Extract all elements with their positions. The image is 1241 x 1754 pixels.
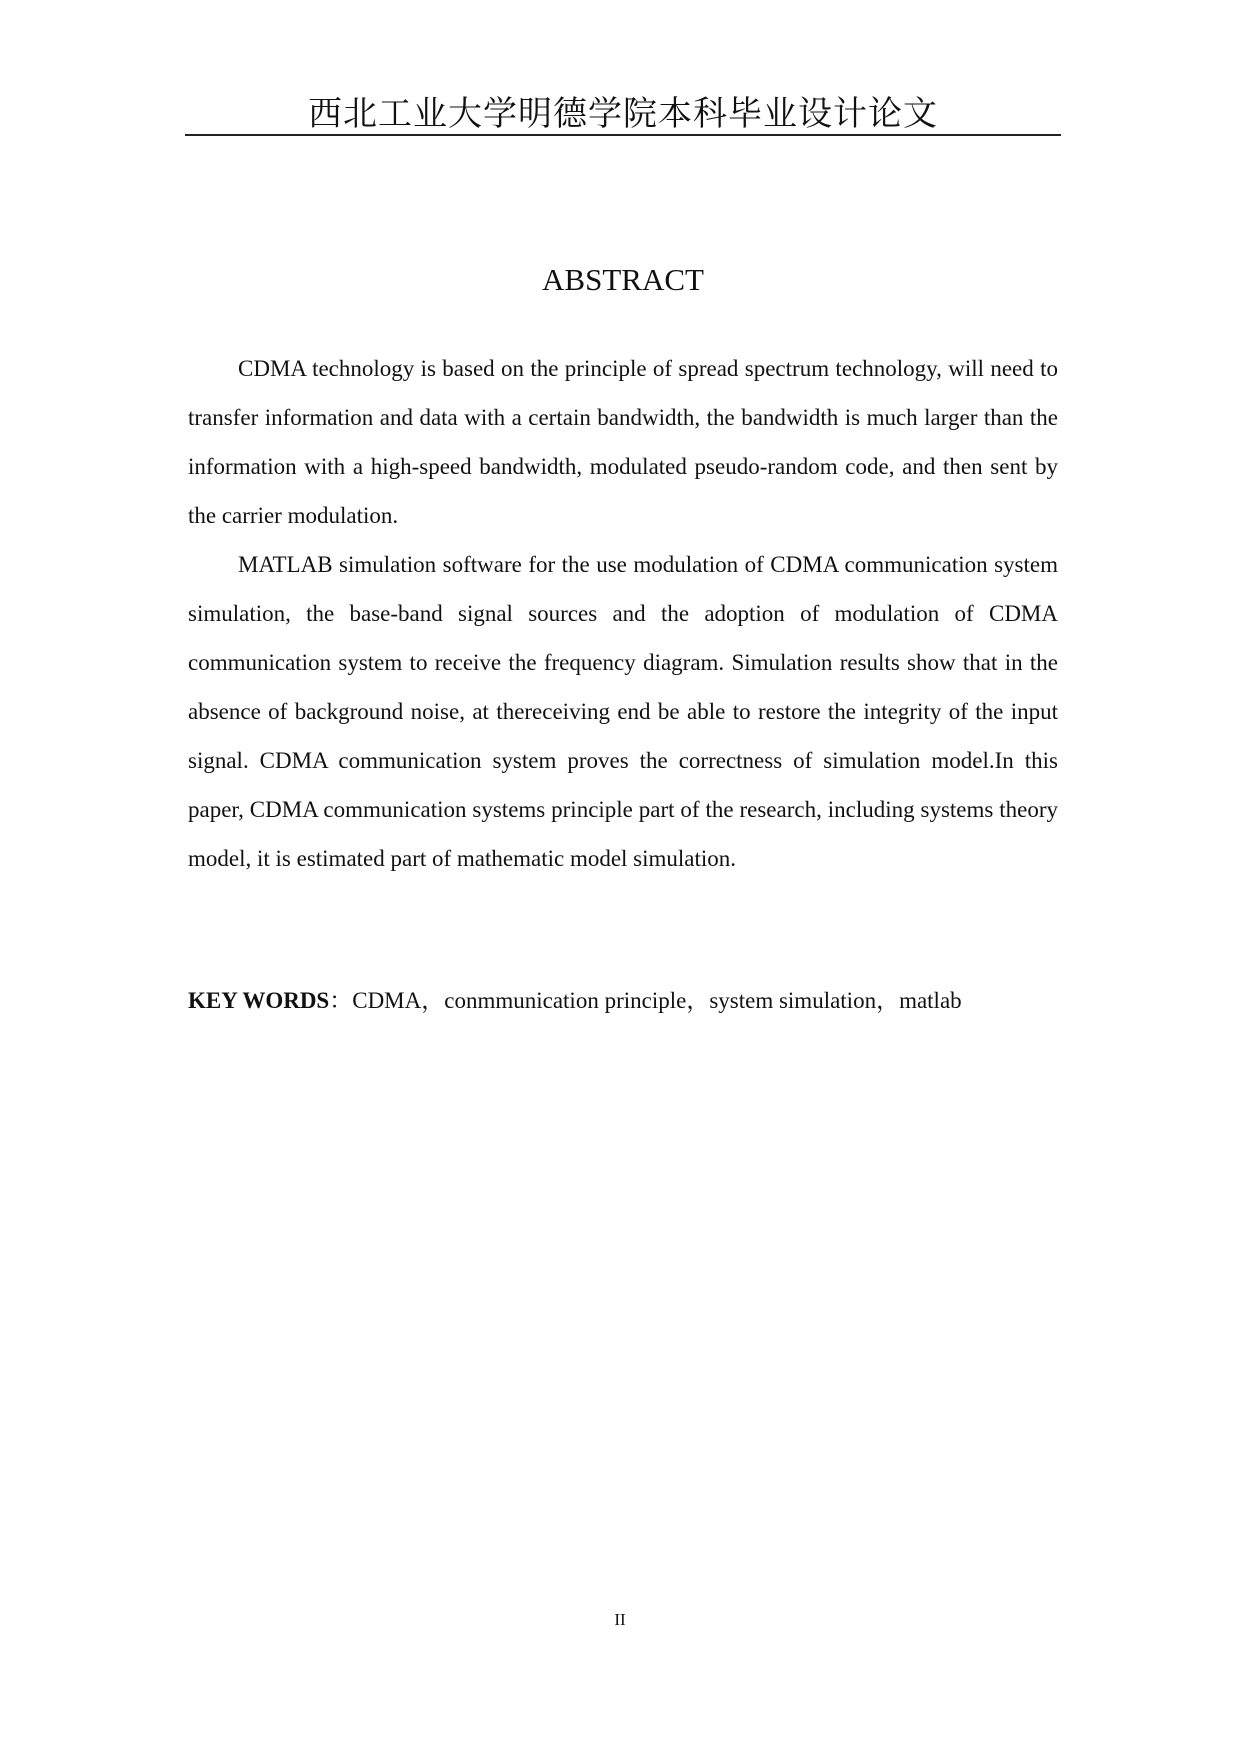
header-rule (185, 134, 1061, 136)
running-header-title: 西北工业大学明德学院本科毕业设计论文 (308, 94, 938, 134)
keywords-separator: ： (329, 988, 353, 1013)
keywords-line (188, 976, 1058, 1025)
abstract-heading: ABSTRACT (542, 262, 704, 297)
page-number: II (614, 1610, 626, 1629)
keywords-text: CDMA，conmmunication principle，system simulation，matlab (352, 988, 962, 1013)
keywords-label: KEY WORDS (188, 988, 330, 1013)
abstract-body (188, 344, 1058, 883)
abstract-paragraph-1: CDMA technology is based on the principle of spread spectrum technology, will need to transfer information and data with a certain bandwidth, the bandwidth is much larger than the information with a high-speed bandwidth, modulated pseudo-random code, and then sent by the carrier modulation. (188, 356, 1058, 528)
abstract-paragraph-2: MATLAB simulation software for the use modulation of CDMA communication system simulation, the base-band signal sources and the adoption of modulation of CDMA communication system to receive the frequency diagram. Simulation results show that in the absence of background noise, at thereceiving end be able to restore the integrity of the input signal. CDMA communication system proves the correctness of simulation model.In this paper, CDMA communication systems principle part of the research, including systems theory model, it is estimated part of mathematic model simulation. (188, 552, 1058, 871)
